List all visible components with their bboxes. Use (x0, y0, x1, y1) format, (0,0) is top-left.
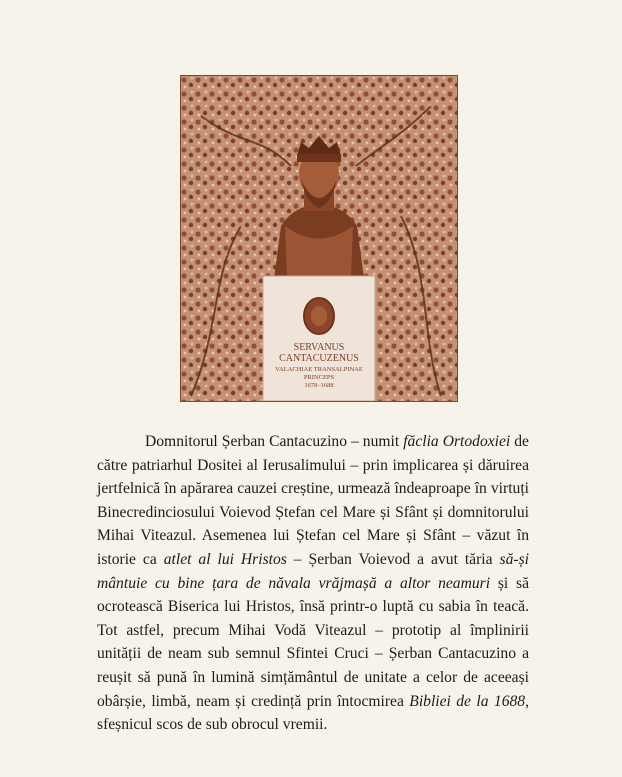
pedestal (263, 276, 375, 401)
bust-illustration (181, 76, 457, 401)
inscription-line-2: CANTACUZENUS (279, 353, 359, 364)
paragraph-italic-3: să-și mântuie cu bine țara de năvala vrăjmașă a altor neamuri (97, 550, 529, 592)
paragraph (97, 430, 529, 737)
body-text (97, 430, 529, 737)
paragraph-segment-3: – Șerban Voievod a avut tăria (286, 550, 500, 568)
paragraph-segment-4: și să ocrotească Biserica lui Hristos, însă printr-o luptă cu sabia în teacă. Tot astfel, precum Mihai Vodă Viteazul – prototip al împlinirii unității de neam sub semnul Sfintei Cruci – Șerban Cantacuzino a reușit să pună în lumină simțământul de unitate a celor de aceeași obârșie, limbă, neam și credință prin întocmirea (97, 574, 529, 710)
paragraph-italic-4: Bibliei de la 1688 (409, 692, 526, 710)
inscription-line-5: 1678–1688 (304, 382, 334, 389)
paragraph-italic-2: atlet al lui Hristos (163, 550, 287, 568)
inscription-line-1: SERVANUS (293, 342, 345, 353)
bust-photo (180, 75, 458, 402)
paragraph-segment-5: , sfeșnicul scos de sub obrocul vremii. (97, 692, 529, 734)
paragraph-segment-2: de către patriarhul Dositei al Ierusalimului – prin implicarea și dăruirea jertfelnică în apărarea cauzei creștine, urmează îndeaproape în virtuți Binecredinciosului Voievod Ștefan cel Mare și Sfânt și domnitorului Mihai Viteazul. Asemenea lui Ștefan cel Mare și Sfânt – văzut în istorie ca (97, 433, 529, 568)
paragraph-italic-1: făclia Ortodoxiei (403, 433, 511, 450)
paragraph-segment-1: Domnitorul Șerban Cantacuzino – numit (145, 433, 404, 450)
inscription-line-4: PRINCEPS (303, 374, 335, 381)
inscription-line-3: VALACHIAE TRANSALPINAE (275, 366, 363, 373)
